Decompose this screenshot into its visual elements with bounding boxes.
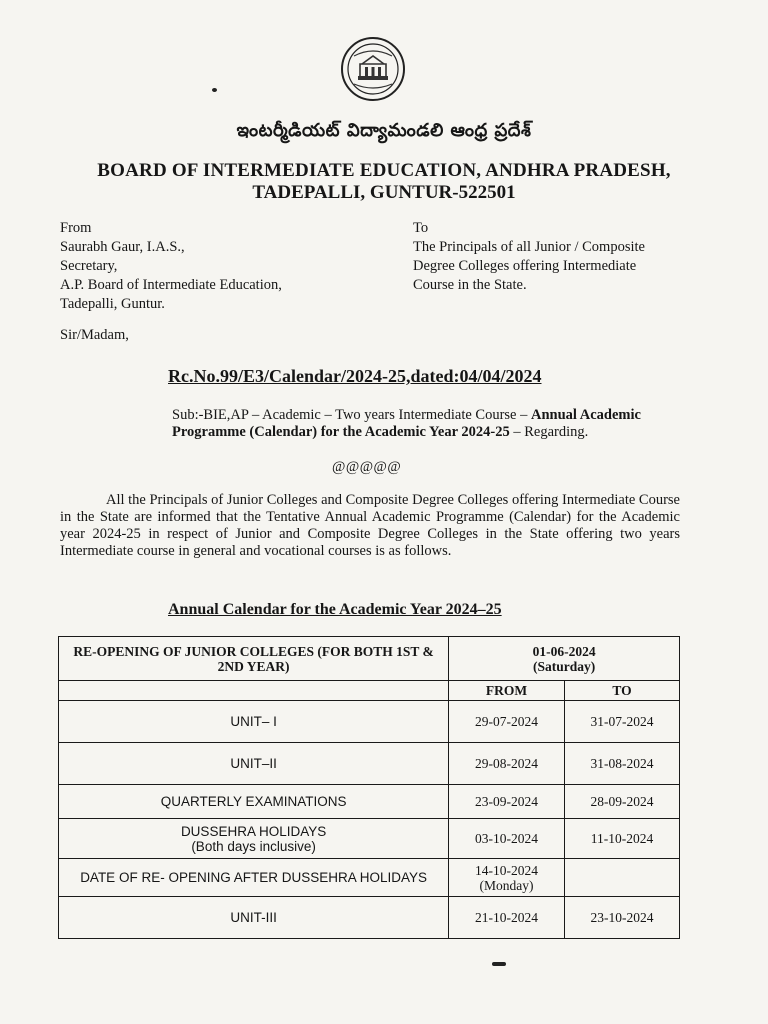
to-block — [413, 219, 645, 295]
to-date: 23-10-2024 — [564, 897, 679, 939]
to-line2: Degree Colleges offering Intermediate — [413, 258, 637, 274]
table-row — [59, 897, 680, 939]
subject-prefix: Sub:-BIE,AP – Academic – Two years Intermediate Course – — [172, 407, 531, 423]
speck-mark — [212, 88, 217, 92]
page-mark — [492, 962, 506, 966]
board-name: BOARD OF INTERMEDIATE EDUCATION, ANDHRA PRADESH, — [97, 160, 671, 181]
event-name: UNIT-III — [59, 897, 449, 939]
event-name: DUSSEHRA HOLIDAYS — [180, 823, 327, 839]
from-date: 03-10-2024 — [449, 819, 565, 859]
from-date: 21-10-2024 — [449, 897, 565, 939]
to-date: 28-09-2024 — [564, 785, 679, 819]
event-name: UNIT– I — [59, 701, 449, 743]
event-name: DATE OF RE- OPENING AFTER DUSSEHRA HOLIDAYS — [59, 859, 449, 897]
to-date: 31-08-2024 — [564, 743, 679, 785]
event-name: QUARTERLY EXAMINATIONS — [59, 785, 449, 819]
board-seal-emblem — [340, 36, 406, 102]
from-header: FROM — [449, 681, 565, 701]
reopening-label: RE-OPENING OF JUNIOR COLLEGES (FOR BOTH 1ST & 2ND YEAR) — [59, 637, 449, 681]
from-name: Saurabh Gaur, I.A.S., — [60, 239, 185, 255]
from-date: 29-07-2024 — [449, 701, 565, 743]
table-row — [59, 637, 680, 681]
table-row — [59, 701, 680, 743]
table-row — [59, 859, 680, 897]
event-cell — [59, 819, 449, 859]
from-date: 14-10-2024 — [475, 862, 539, 878]
from-block — [60, 219, 282, 314]
empty-cell — [59, 681, 449, 701]
reopening-date-cell — [449, 637, 680, 681]
body-paragraph: All the Principals of Junior Colleges and Composite Degree Colleges offering Intermediate Course in the State are informed that the Tentative Annual Academic Programme (Calendar) for the Academic year 2024-25 in respect of Junior and Composite Degree Colleges in the State offering two years Intermediate course in general and vocational courses is as follows. — [60, 492, 680, 559]
from-place: Tadepalli, Guntur. — [60, 296, 165, 312]
table-row — [59, 785, 680, 819]
event-note: (Both days inclusive) — [191, 838, 316, 854]
calendar-table — [58, 636, 680, 939]
from-date: 23-09-2024 — [449, 785, 565, 819]
to-line3: Course in the State. — [413, 277, 527, 293]
event-name: UNIT–II — [59, 743, 449, 785]
salutation: Sir/Madam, — [60, 327, 129, 343]
calendar-title: Annual Calendar for the Academic Year 2024–25 — [168, 601, 502, 618]
separator: @@@@@ — [332, 459, 402, 475]
to-header: TO — [564, 681, 679, 701]
to-date: 31-07-2024 — [564, 701, 679, 743]
from-designation: Secretary, — [60, 258, 118, 274]
from-date: 29-08-2024 — [449, 743, 565, 785]
from-office: A.P. Board of Intermediate Education, — [60, 277, 282, 293]
from-date-cell — [449, 859, 565, 897]
reopening-day: (Saturday) — [532, 658, 596, 674]
to-date: 11-10-2024 — [564, 819, 679, 859]
board-address: TADEPALLI, GUNTUR-522501 — [252, 182, 516, 203]
reopening-date: 01-06-2024 — [532, 643, 596, 659]
subject-line — [172, 407, 684, 441]
from-note: (Monday) — [479, 877, 534, 893]
subject-suffix: – Regarding. — [509, 424, 589, 440]
reference-number: Rc.No.99/E3/Calendar/2024-25,dated:04/04/2024 — [168, 366, 542, 386]
telugu-title: ఇంటర్మీడియట్ విద్యామండలి ఆంధ్ర ప్రదేశ్ — [236, 120, 532, 141]
to-date — [564, 859, 679, 897]
subject-bold: Annual Academic Programme (Calendar) for the Academic Year 2024-25 — [172, 407, 641, 440]
table-row — [59, 743, 680, 785]
from-label: From — [60, 220, 92, 236]
to-line1: The Principals of all Junior / Composite — [413, 239, 645, 255]
to-label: To — [413, 220, 429, 236]
table-row — [59, 681, 680, 701]
table-row — [59, 819, 680, 859]
